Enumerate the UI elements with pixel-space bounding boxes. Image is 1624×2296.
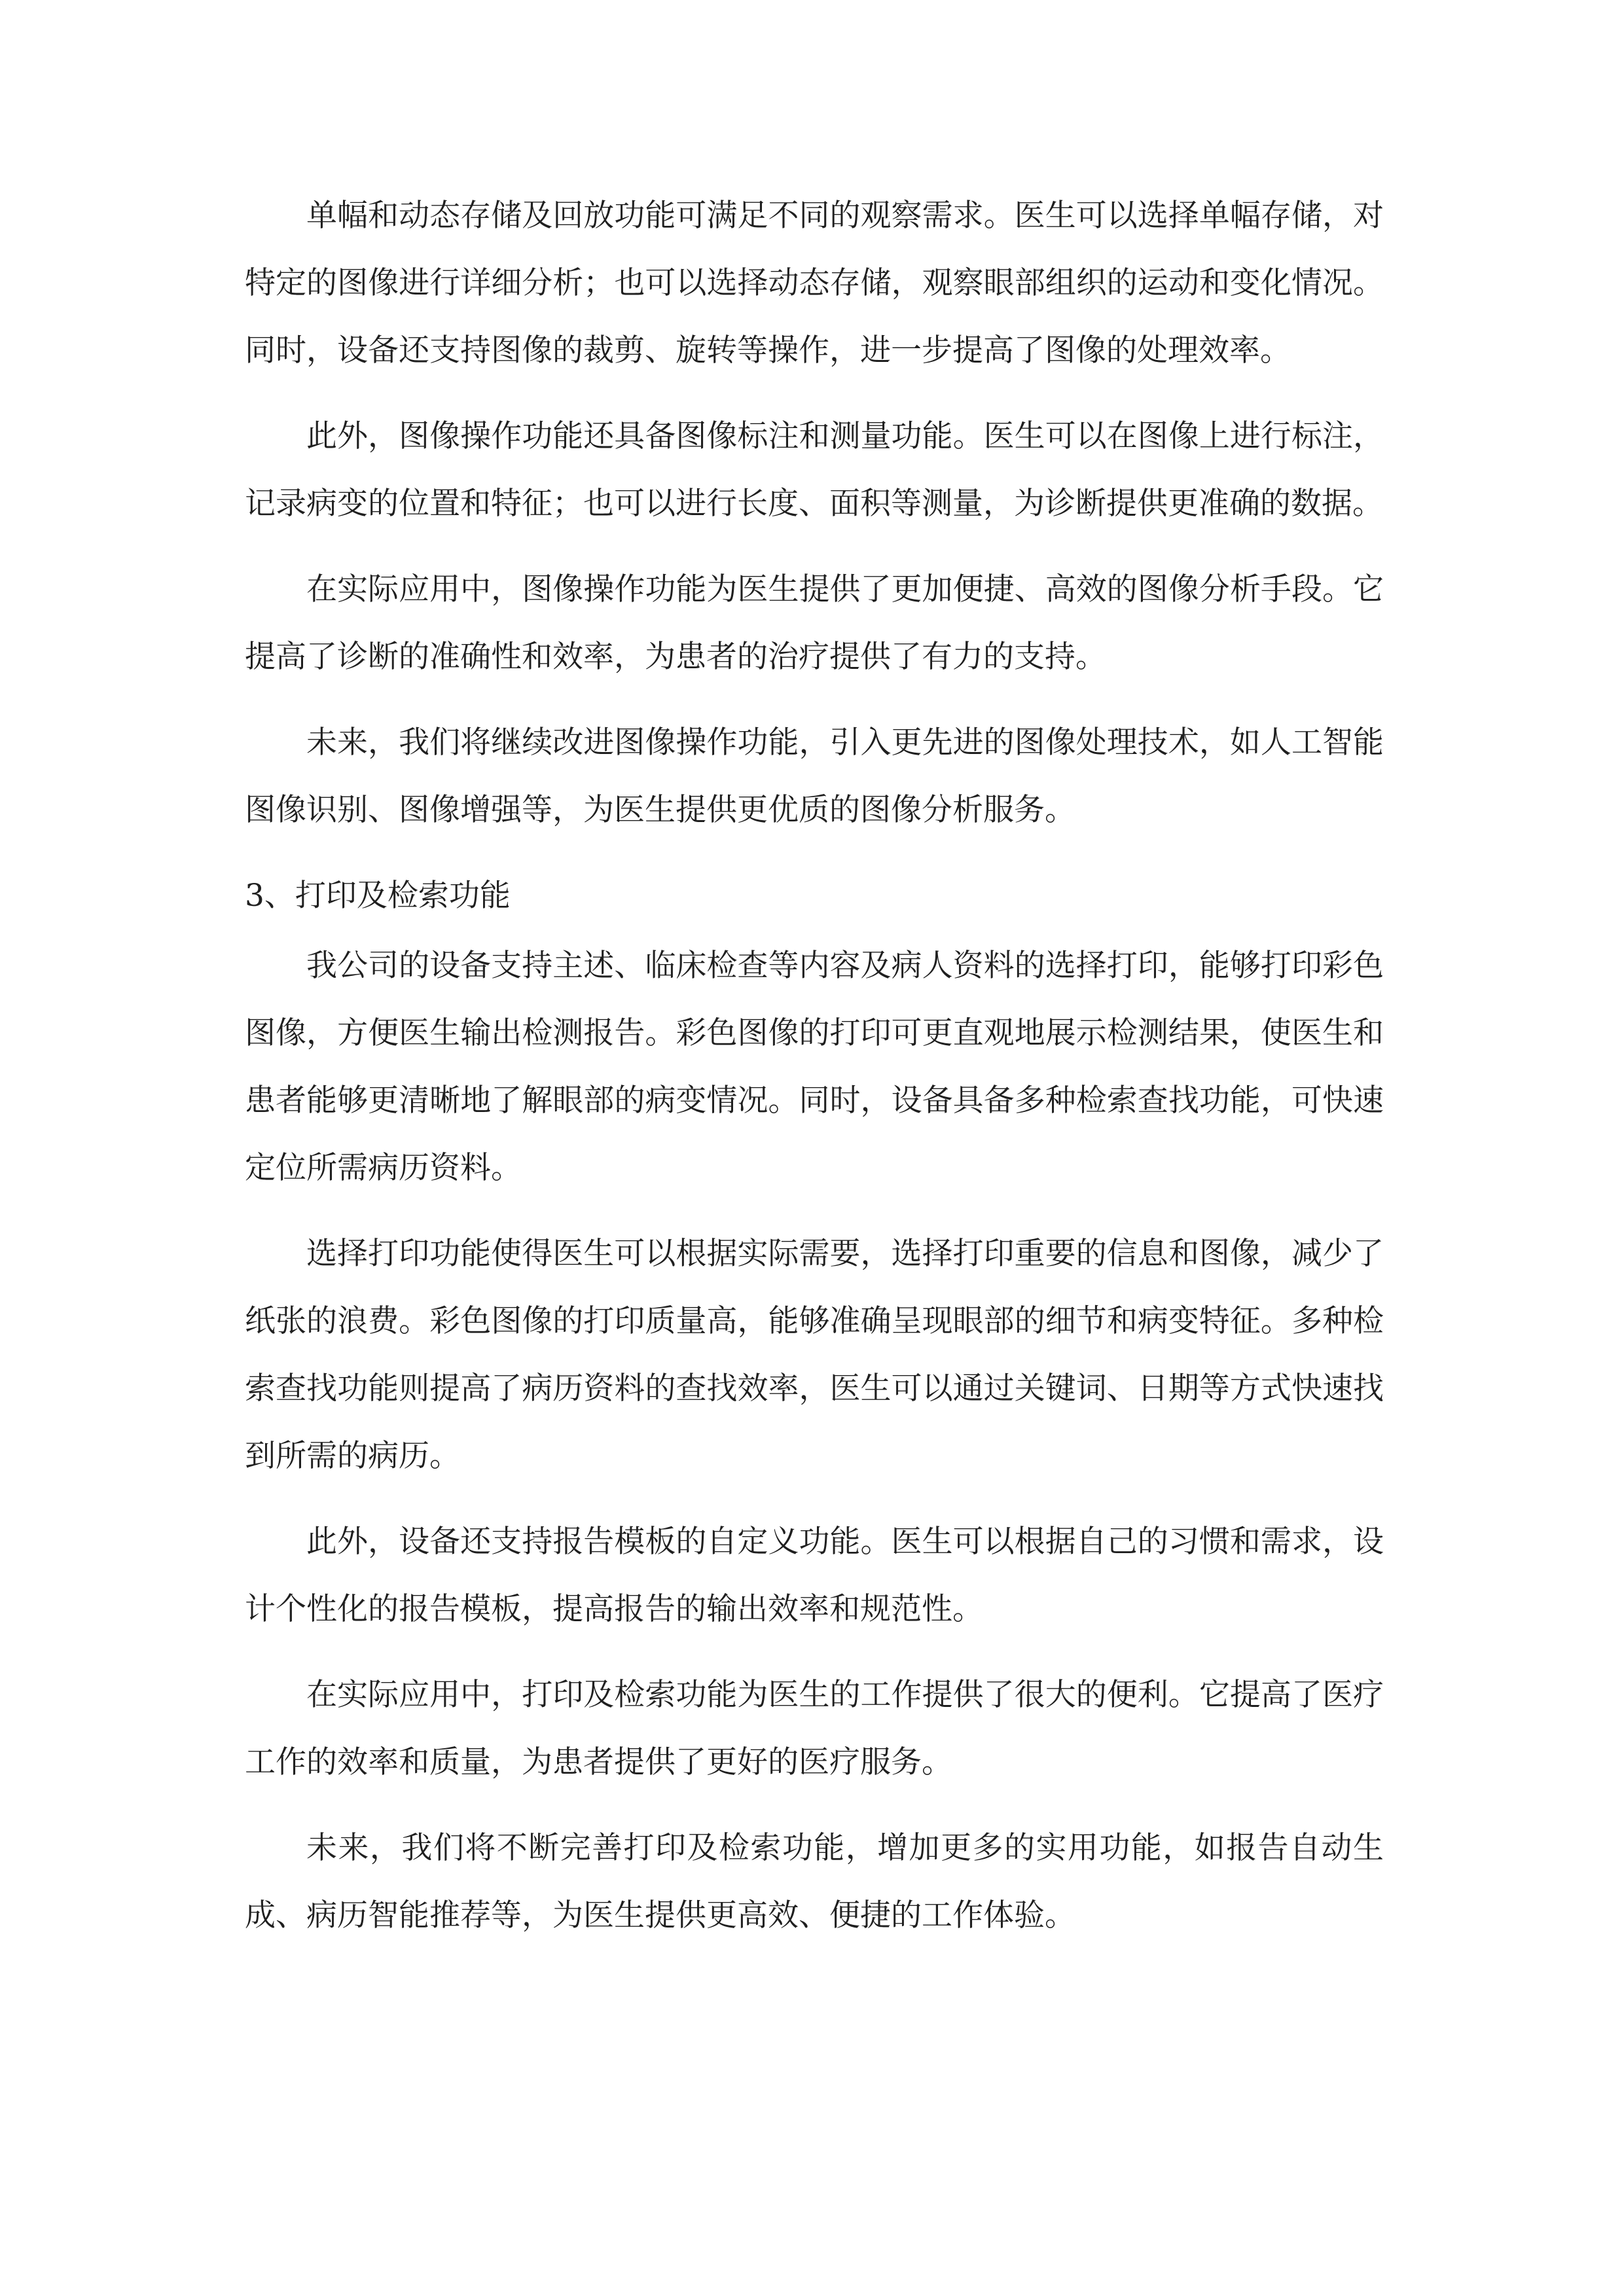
paragraph-storage-playback: 单幅和动态存储及回放功能可满足不同的观察需求。医生可以选择单幅存储，对特定的图像进行详细分析；也可以选择动态存储，观察眼部组织的运动和变化情况。同时，设备还支持图像的裁剪、旋转等操作，进一步提高了图像的处理效率。	[245, 198, 1384, 368]
section-heading-print-search: 3、打印及检索功能	[245, 878, 511, 914]
paragraph-image-ops-application: 在实际应用中，图像操作功能为医生提供了更加便捷、高效的图像分析手段。它提高了诊断的准确性和效率，为患者的治疗提供了有力的支持。	[245, 571, 1384, 675]
document-body	[245, 182, 1384, 1967]
paragraph-annotation-measurement: 此外，图像操作功能还具备图像标注和测量功能。医生可以在图像上进行标注，记录病变的位置和特征；也可以进行长度、面积等测量，为诊断提供更准确的数据。	[245, 418, 1384, 522]
paragraph-print-search-future: 未来，我们将不断完善打印及检索功能，增加更多的实用功能，如报告自动生成、病历智能推荐等，为医生提供更高效、便捷的工作体验。	[245, 1830, 1384, 1933]
paragraph-print-search-application: 在实际应用中，打印及检索功能为医生的工作提供了很大的便利。它提高了医疗工作的效率和质量，为患者提供了更好的医疗服务。	[245, 1677, 1384, 1780]
paragraph-image-ops-future: 未来，我们将继续改进图像操作功能，引入更先进的图像处理技术，如人工智能图像识别、图像增强等，为医生提供更优质的图像分析服务。	[245, 725, 1384, 828]
paragraph-report-templates: 此外，设备还支持报告模板的自定义功能。医生可以根据自己的习惯和需求，设计个性化的报告模板，提高报告的输出效率和规范性。	[245, 1524, 1384, 1627]
paragraph-selective-printing: 选择打印功能使得医生可以根据实际需要，选择打印重要的信息和图像，减少了纸张的浪费。彩色图像的打印质量高，能够准确呈现眼部的细节和病变特征。多种检索查找功能则提高了病历资料的查找效率，医生可以通过关键词、日期等方式快速找到所需的病历。	[245, 1236, 1384, 1474]
paragraph-print-search-intro: 我公司的设备支持主述、临床检查等内容及病人资料的选择打印，能够打印彩色图像，方便医生输出检测报告。彩色图像的打印可更直观地展示检测结果，使医生和患者能够更清晰地了解眼部的病变情况。同时，设备具备多种检索查找功能，可快速定位所需病历资料。	[245, 948, 1384, 1186]
